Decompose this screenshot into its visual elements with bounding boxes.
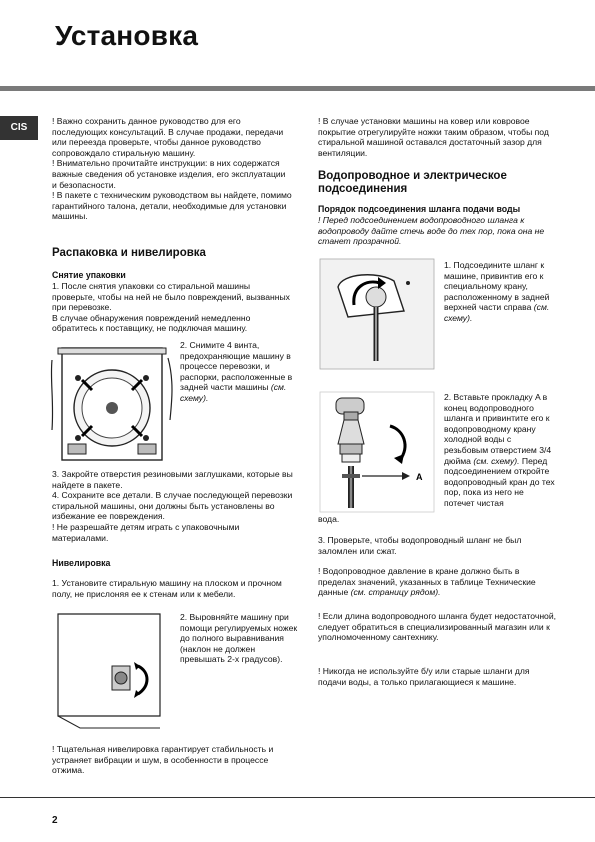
children-warning: ! Не разрешайте детям играть с упаковочными материалами. (52, 521, 240, 543)
hose-subheading: Порядок подсоединения шланга подачи воды (318, 204, 521, 214)
hose-length-warning: ! Если длина водопроводного шланга будет недостаточной, следует обратиться в специализированный магазин или к уполномоченному сантехнику. (318, 611, 557, 643)
hose-step-1-ref: (см. схему). (444, 302, 550, 323)
unpack-paragraph-1: 1. После снятия упаковки со стиральной машины проверьте, чтобы на ней не было повреждений, вызванных при перевозке. (52, 281, 290, 313)
footer-divider (0, 797, 595, 798)
page-title: Установка (55, 20, 199, 51)
hose-step-2 (444, 392, 556, 509)
faucet-gasket-illustration (318, 390, 436, 514)
intro-block (52, 116, 292, 222)
unpack-heading: Распаковка и нивелировка (52, 247, 206, 259)
unpack-step-3: 3. Закройте отверстия резиновыми заглушками, которые вы найдете в пакете. (52, 469, 293, 490)
header-divider (0, 86, 595, 91)
hose-step-1 (444, 260, 556, 324)
level-step-2: 2. Выровняйте машину при помощи регулируемых ножек до полного выравнивания (наклон не должен превышать 2-х градусов). (180, 612, 298, 665)
hose-step-2-ref: (см. схему). (473, 455, 520, 466)
connection-heading: Водопроводное и электрическое подсоединения (318, 170, 507, 195)
intro-note-1: ! Важно сохранить данное руководство для его последующих консультаций. В случае продажи, передачи или переезда проверьте, чтобы данное руководство сопровождало стиральную машину. (52, 116, 284, 158)
hose-step-2-note: Перед подсоединением откройте водопроводный кран до тех пор, пока из него не потечет чистая (444, 455, 555, 508)
hose-connection-illustration (318, 257, 436, 371)
unpack-step-2 (180, 340, 298, 404)
gasket-label-a: A (416, 472, 423, 482)
leveling-illustration (50, 612, 174, 736)
carpet-warning: ! В случае установки машины на ковер или ковровое покрытие отрегулируйте ножки таким образом, чтобы под стиральной машиной оставался достаточный зазор для вентиляции. (318, 116, 549, 158)
page-number: 2 (52, 815, 58, 826)
unpack-step-2-text: 2. Снимите 4 винта, предохраняющие машину в процессе перевозки, и распорки, расположенные в задней части машины (180, 340, 293, 393)
hose-note: ! Перед подсоединением водопроводного шланга к водопроводу дайте стечь воде до тех пор, пока она не станет прозрачной. (318, 215, 545, 247)
pressure-warning-text: ! Водопроводное давление в кране должно быть в пределах значений, указанных в таблице Технические данные (318, 566, 536, 598)
intro-note-3: ! В пакете с техническим руководством вы найдете, помимо гарантийного талона, детали, необходимые для установки машины. (52, 190, 292, 222)
intro-note-2: ! Внимательно прочитайте инструкции: в них содержатся важные сведения об установке изделия, его эксплуатации и безопасности. (52, 158, 286, 190)
washer-back-illustration (48, 340, 176, 465)
used-hose-warning: ! Никогда не используйте б/у или старые шланги для подачи воды, а только прилагающиеся к машине. (318, 666, 530, 687)
pressure-warning-ref: (см. страницу рядом). (350, 587, 441, 598)
unpack-step-2-ref: (см. схему). (180, 382, 287, 403)
hose-step-2-text: 2. Вставьте прокладку A в конец водопроводного шланга и привинтите его к водопроводному крану холодной воды с резьбовым отверстием 3/4 дюйма (444, 392, 552, 466)
unpack-paragraph-2: В случае обнаружения повреждений немедленно обратитесь к поставщику, не подключая машину. (52, 312, 251, 334)
unpack-subheading: Снятие упаковки (52, 270, 126, 280)
hose-step-3: 3. Проверьте, чтобы водопроводный шланг не был заломлен или сжат. (318, 535, 522, 556)
pressure-warning (318, 566, 558, 598)
level-heading: Нивелировка (52, 558, 111, 568)
language-tab: CIS (0, 116, 38, 140)
unpack-text (52, 281, 292, 334)
unpack-step-4: 4. Сохраните все детали. В случае последующей перевозки стиральной машины, они должны быть установлены во избежание ее повреждения. (52, 490, 293, 522)
hose-step-1-text: 1. Подсоедините шланг к машине, привинтив его к специальному крану, расположенному в задней верхней части справа (444, 260, 550, 313)
hose-step-2-end: вода. (318, 514, 340, 524)
unpack-steps-3-4 (52, 469, 297, 543)
level-step-1: 1. Установите стиральную машину на плоском и прочном полу, не прислоняя ее к стенам или к мебели. (52, 578, 282, 599)
level-warning: ! Тщательная нивелировка гарантирует стабильность и устраняет вибрации и шум, в особенности в процессе отжима. (52, 744, 274, 776)
